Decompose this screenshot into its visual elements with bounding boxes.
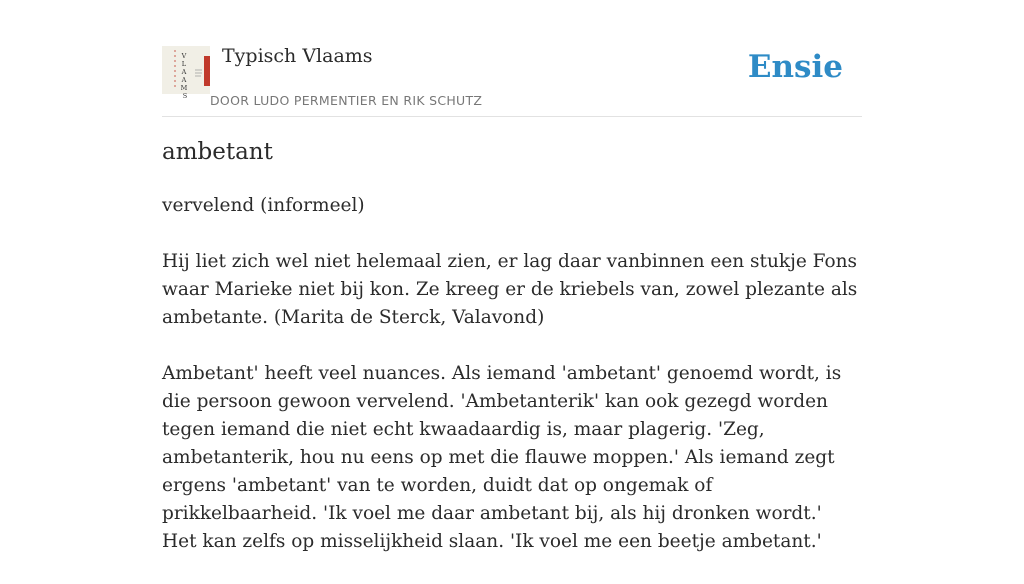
entry-explanation: Ambetant' heeft veel nuances. Als iemand 'ambetant' genoemd wordt, is die persoon gewoon vervelend. 'Ambetanterik' kan ook gezegd worden tegen iemand die niet echt kwaadaardig is, maar plagerig. 'Zeg, ambetanterik, hou nu eens op met die flauwe moppen.' Als iemand zegt ergens 'ambetant' van te worden, duidt dat op ongemak of prikkelbaarheid. 'Ik voel me daar ambetant bij, als hij dronken wordt.' Het kan zelfs op misselijkheid slaan. 'Ik voel me een beetje ambetant.'	[162, 363, 842, 552]
entry-page	[162, 0, 862, 552]
header	[162, 0, 862, 117]
entry-definition: vervelend (informeel)	[162, 195, 365, 216]
book-authors: DOOR LUDO PERMENTIER EN RIK SCHUTZ	[210, 93, 483, 108]
book-cover-image	[162, 46, 210, 100]
logo-lettering: V L A A M S	[180, 52, 188, 100]
book-cover-logo[interactable]	[162, 46, 210, 100]
ensie-logo-link[interactable]: Ensie	[747, 49, 843, 85]
entry-example-quote: Hij liet zich wel niet helemaal zien, er lag daar vanbinnen een stukje Fons waar Marieke niet bij kon. Ze kreeg er de kriebels van, zowel plezante als ambetante. (Marita de Sterck, Valavond)	[162, 251, 858, 328]
entry-term: ambetant	[162, 139, 273, 165]
entry-body	[162, 192, 862, 584]
book-title[interactable]: Typisch Vlaams	[222, 45, 373, 67]
